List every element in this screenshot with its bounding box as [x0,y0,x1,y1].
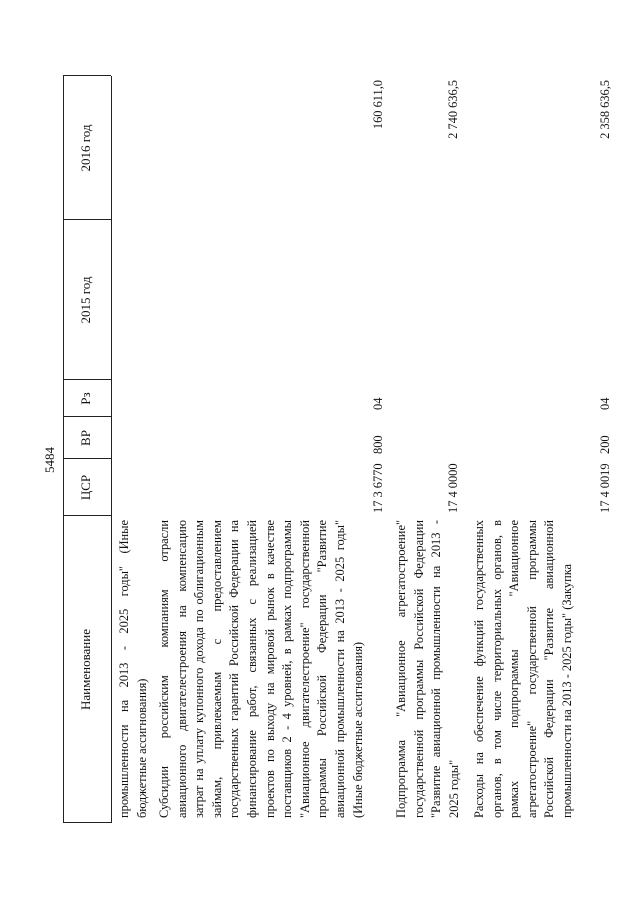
row-csr: 17 4 0019 [598,463,612,513]
row-name: Расходы на обеспечение функций государственных органов, в том числе территориальных органов, в рамках подпрограммы "Авиационное агрегатостроение" государственной программы Российской Федерации "Развитие авиационной промышленности на 2013 - 2025 годы" (Закупка [472,520,574,818]
page-number: 5484 [42,447,57,473]
header-csr: ЦСР [78,474,93,501]
row-vr: 800 [371,435,385,454]
header-2015: 2015 год [78,276,93,324]
row-2016: 2 358 636,5 [598,80,612,139]
row-rz: 04 [371,397,385,410]
table-top-border [63,76,64,823]
row-2016: 160 611,0 [371,80,385,130]
row-csr: 17 4 0000 [446,463,460,513]
row-2016: 2 740 636,5 [446,80,460,139]
row-name: Субсидии российским компаниям отрасли авиационного двигателестроения на компенсацию затрат на уплату купонного дохода по облигационным займам, привлекаемым с предоставлением государственных гарантий Российской Федерации на финансирование работ, связанных с реализацией проектов по выходу на мировой рынок в качестве поставщиков 2 - 4 уровней, в рамках подпрограммы "Авиационное двигателестроение" государственной программы Российской Федерации "Развитие авиационной промышленности на 2013 - 2025 годы" (Иные бюджетные ассигнования) [157,520,365,818]
row-csr: 17 3 6770 [371,463,385,513]
row-name: промышленности на 2013 - 2025 годы" (Иные бюджетные ассигнования) [117,520,149,818]
header-2016: 2016 год [78,124,93,172]
row-rz: 04 [598,397,612,410]
header-name: Наименование [78,629,93,710]
header-rz: Рз [78,392,93,405]
header-bottom-border [111,76,112,823]
header-vr: ВР [78,430,93,446]
row-name: Подпрограмма "Авиационное агрегатостроение" государственной программы Российской Федерации "Развитие авиационной промышленности на 2013 - 2025 годы" [394,520,461,818]
row-vr: 200 [598,435,612,454]
